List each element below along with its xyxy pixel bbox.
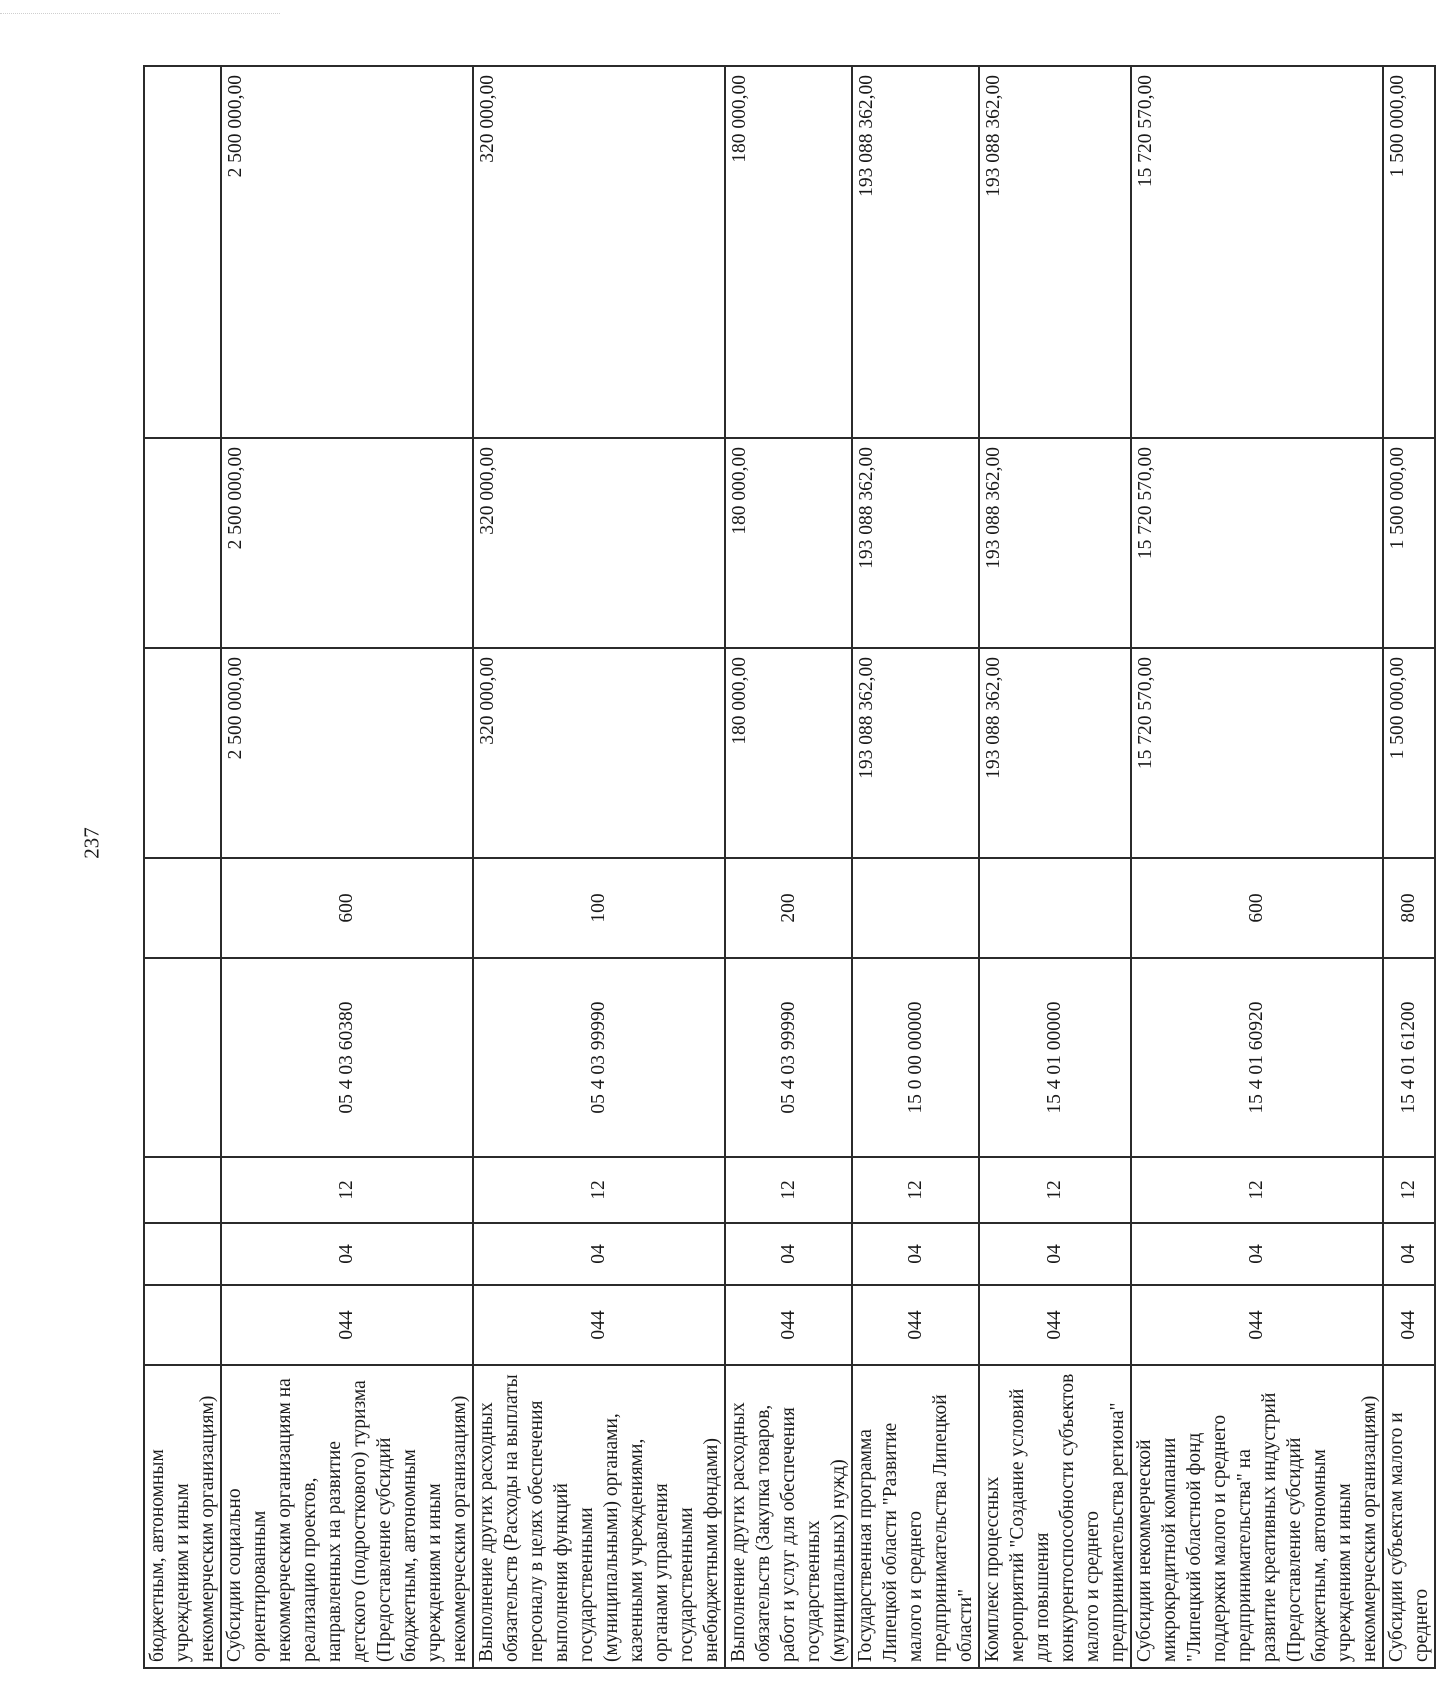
amount-year-3: 2 500 000,00 [221, 66, 473, 438]
expense-type-code: 100 [473, 858, 725, 958]
amount-year-1: 320 000,00 [473, 648, 725, 858]
amount-year-1: 1 500 000,00 [1383, 648, 1435, 858]
expense-type-code [144, 858, 221, 958]
amount-year-3: 15 720 570,00 [1131, 66, 1383, 438]
table-row [221, 66, 473, 1668]
target-code [144, 958, 221, 1157]
amount-year-2: 2 500 000,00 [221, 438, 473, 648]
amount-year-1: 15 720 570,00 [1131, 648, 1383, 858]
table-row [1383, 66, 1435, 1668]
row-description: Субсидии социально ориентированным некоммерческим организациям на реализацию проектов, направленных на развитие детского (подросткового) туризма (Предоставление субсидий бюджетным, автономным учреждениям и иным некоммерческим организациям) [221, 1365, 473, 1668]
expense-type-code: 600 [221, 858, 473, 958]
amount-year-2: 1 500 000,00 [1383, 438, 1435, 648]
amount-year-3: 1 500 000,00 [1383, 66, 1435, 438]
amount-year-3 [144, 66, 221, 438]
target-code: 15 0 00 00000 [852, 958, 979, 1157]
target-code: 05 4 03 99990 [473, 958, 725, 1157]
budget-table [143, 65, 1436, 1669]
row-description: бюджетным, автономным учреждениям и иным некоммерческим организациям) [144, 1365, 221, 1668]
amount-year-3: 180 000,00 [725, 66, 852, 438]
amount-year-1: 2 500 000,00 [221, 648, 473, 858]
table-row [852, 66, 979, 1668]
amount-year-1: 180 000,00 [725, 648, 852, 858]
ministry-code: 044 [725, 1285, 852, 1365]
table-row [979, 66, 1131, 1668]
amount-year-3: 193 088 362,00 [852, 66, 979, 438]
target-code: 05 4 03 99990 [725, 958, 852, 1157]
target-code: 15 4 01 61200 [1383, 958, 1435, 1157]
ministry-code [144, 1285, 221, 1365]
expense-type-code: 800 [1383, 858, 1435, 958]
scan-artifact-line [0, 13, 280, 14]
expense-type-code: 600 [1131, 858, 1383, 958]
amount-year-2: 180 000,00 [725, 438, 852, 648]
section-code: 04 [979, 1223, 1131, 1285]
subsection-code: 12 [725, 1157, 852, 1223]
subsection-code: 12 [473, 1157, 725, 1223]
ministry-code: 044 [852, 1285, 979, 1365]
amount-year-1: 193 088 362,00 [852, 648, 979, 858]
subsection-code: 12 [1131, 1157, 1383, 1223]
row-description: Выполнение других расходных обязательств (Закупка товаров, работ и услуг для обеспечения государственных (муниципальных) нужд) [725, 1365, 852, 1668]
subsection-code [144, 1157, 221, 1223]
row-description: Субсидии субъектам малого и среднего [1383, 1365, 1435, 1668]
section-code: 04 [1131, 1223, 1383, 1285]
ministry-code: 044 [1383, 1285, 1435, 1365]
subsection-code: 12 [1383, 1157, 1435, 1223]
table-row [1131, 66, 1383, 1668]
amount-year-2 [144, 438, 221, 648]
ministry-code: 044 [473, 1285, 725, 1365]
section-code [144, 1223, 221, 1285]
row-description: Комплекс процессных мероприятий "Создание условий для повышения конкурентоспособности субъектов малого и среднего предпринимательства региона" [979, 1365, 1131, 1668]
amount-year-3: 193 088 362,00 [979, 66, 1131, 438]
amount-year-2: 193 088 362,00 [979, 438, 1131, 648]
ministry-code: 044 [221, 1285, 473, 1365]
expense-type-code [979, 858, 1131, 958]
target-code: 15 4 01 00000 [979, 958, 1131, 1157]
row-description: Выполнение других расходных обязательств (Расходы на выплаты персоналу в целях обеспечения выполнения функций государственными (муниципальными) органами, казенными учреждениями, органами управления государственными внебюджетными фондами) [473, 1365, 725, 1668]
expense-type-code [852, 858, 979, 958]
amount-year-2: 193 088 362,00 [852, 438, 979, 648]
target-code: 15 4 01 60920 [1131, 958, 1383, 1157]
section-code: 04 [852, 1223, 979, 1285]
table-row [725, 66, 852, 1668]
target-code: 05 4 03 60380 [221, 958, 473, 1157]
row-description: Государственная программа Липецкой области "Развитие малого и среднего предпринимательства Липецкой области" [852, 1365, 979, 1668]
section-code: 04 [1383, 1223, 1435, 1285]
table-row [144, 66, 221, 1668]
budget-table-rotated [143, 67, 1432, 1669]
subsection-code: 12 [979, 1157, 1131, 1223]
ministry-code: 044 [1131, 1285, 1383, 1365]
amount-year-1 [144, 648, 221, 858]
table-row [473, 66, 725, 1668]
expense-type-code: 200 [725, 858, 852, 958]
amount-year-3: 320 000,00 [473, 66, 725, 438]
row-description: Субсидии некоммерческой микрокредитной компании "Липецкий областной фонд поддержки малого и среднего предпринимательства" на развитие креативных индустрий (Предоставление субсидий бюджетным, автономным учреждениям и иным некоммерческим организациям) [1131, 1365, 1383, 1668]
amount-year-1: 193 088 362,00 [979, 648, 1131, 858]
section-code: 04 [221, 1223, 473, 1285]
subsection-code: 12 [221, 1157, 473, 1223]
amount-year-2: 15 720 570,00 [1131, 438, 1383, 648]
section-code: 04 [725, 1223, 852, 1285]
subsection-code: 12 [852, 1157, 979, 1223]
ministry-code: 044 [979, 1285, 1131, 1365]
section-code: 04 [473, 1223, 725, 1285]
amount-year-2: 320 000,00 [473, 438, 725, 648]
